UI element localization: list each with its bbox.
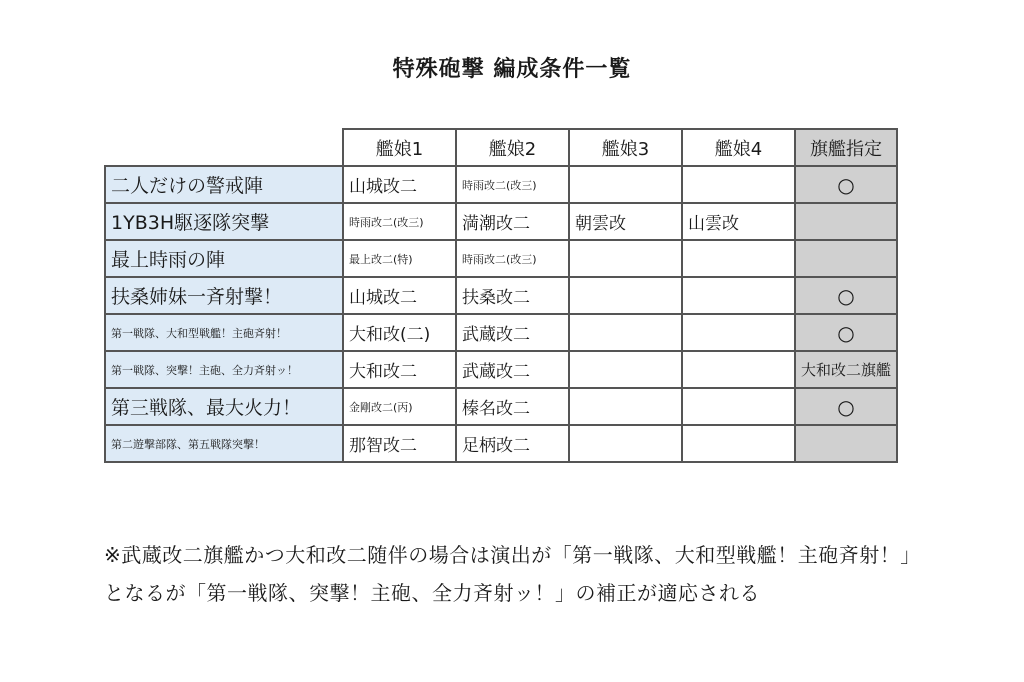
- ship-2-cell: 武蔵改二: [456, 314, 569, 351]
- flagship-cell: [795, 425, 897, 462]
- ship-1-cell: 山城改二: [343, 277, 456, 314]
- ship-1-cell: 金剛改二(丙): [343, 388, 456, 425]
- ship-3-cell: [569, 166, 682, 203]
- ship-4-cell: [682, 425, 795, 462]
- ship-3-cell: [569, 240, 682, 277]
- ship-2-cell: 満潮改二: [456, 203, 569, 240]
- header-row: [105, 129, 897, 166]
- special-attack-name: 二人だけの警戒陣: [105, 166, 343, 203]
- ship-3-cell: [569, 351, 682, 388]
- ship-1-cell: 那智改二: [343, 425, 456, 462]
- page-title: 特殊砲撃 編成条件一覧: [392, 57, 632, 82]
- special-attack-name: 第二遊撃部隊、第五戦隊突撃！: [105, 425, 343, 462]
- special-attack-name: 扶桑姉妹一斉射撃！: [105, 277, 343, 314]
- ship-4-cell: [682, 166, 795, 203]
- ship-3-cell: 朝雲改: [569, 203, 682, 240]
- footnote: ※武蔵改二旗艦かつ大和改二随伴の場合は演出が「第一戦隊、大和型戦艦！主砲斉射！」となるが「第一戦隊、突撃！主砲、全力斉射ッ！」の補正が適応される: [104, 543, 921, 605]
- ship-2-cell: 武蔵改二: [456, 351, 569, 388]
- ship-3-cell: [569, 388, 682, 425]
- ship-1-cell: 最上改二(特): [343, 240, 456, 277]
- header-ship-1: 艦娘1: [343, 129, 456, 166]
- ship-2-cell: 時雨改二(改三): [456, 240, 569, 277]
- table-row: [105, 166, 897, 203]
- flagship-cell: ○: [795, 314, 897, 351]
- ship-2-cell: 榛名改二: [456, 388, 569, 425]
- table-row: [105, 314, 897, 351]
- header-ship-2: 艦娘2: [456, 129, 569, 166]
- header-ship-3: 艦娘3: [569, 129, 682, 166]
- flagship-cell: [795, 203, 897, 240]
- ship-4-cell: [682, 314, 795, 351]
- header-ship-4: 艦娘4: [682, 129, 795, 166]
- ship-3-cell: [569, 277, 682, 314]
- ship-4-cell: 山雲改: [682, 203, 795, 240]
- corner-cell: [105, 129, 343, 166]
- ship-4-cell: [682, 351, 795, 388]
- flagship-cell: [795, 240, 897, 277]
- special-attack-name: 1YB3H駆逐隊突撃: [105, 203, 343, 240]
- special-attack-name: 第一戦隊、大和型戦艦！主砲斉射！: [105, 314, 343, 351]
- ship-1-cell: 大和改(二): [343, 314, 456, 351]
- flagship-cell: ○: [795, 277, 897, 314]
- ship-2-cell: 扶桑改二: [456, 277, 569, 314]
- special-attack-name: 最上時雨の陣: [105, 240, 343, 277]
- ship-1-cell: 山城改二: [343, 166, 456, 203]
- ship-3-cell: [569, 425, 682, 462]
- table-row: [105, 277, 897, 314]
- table-row: [105, 351, 897, 388]
- ship-3-cell: [569, 314, 682, 351]
- ship-1-cell: 大和改二: [343, 351, 456, 388]
- flagship-cell: 大和改二旗艦: [795, 351, 897, 388]
- flagship-cell: ○: [795, 388, 897, 425]
- ship-2-cell: 足柄改二: [456, 425, 569, 462]
- table-row: [105, 388, 897, 425]
- table-row: [105, 240, 897, 277]
- special-attack-name: 第三戦隊、最大火力！: [105, 388, 343, 425]
- header-flagship: 旗艦指定: [795, 129, 897, 166]
- table-row: [105, 203, 897, 240]
- ship-4-cell: [682, 240, 795, 277]
- special-attack-name: 第一戦隊、突撃！主砲、全力斉射ッ！: [105, 351, 343, 388]
- ship-4-cell: [682, 277, 795, 314]
- flagship-cell: ○: [795, 166, 897, 203]
- ship-2-cell: 時雨改二(改三): [456, 166, 569, 203]
- table-row: [105, 425, 897, 462]
- ship-1-cell: 時雨改二(改三): [343, 203, 456, 240]
- ship-4-cell: [682, 388, 795, 425]
- formation-table: [104, 128, 898, 463]
